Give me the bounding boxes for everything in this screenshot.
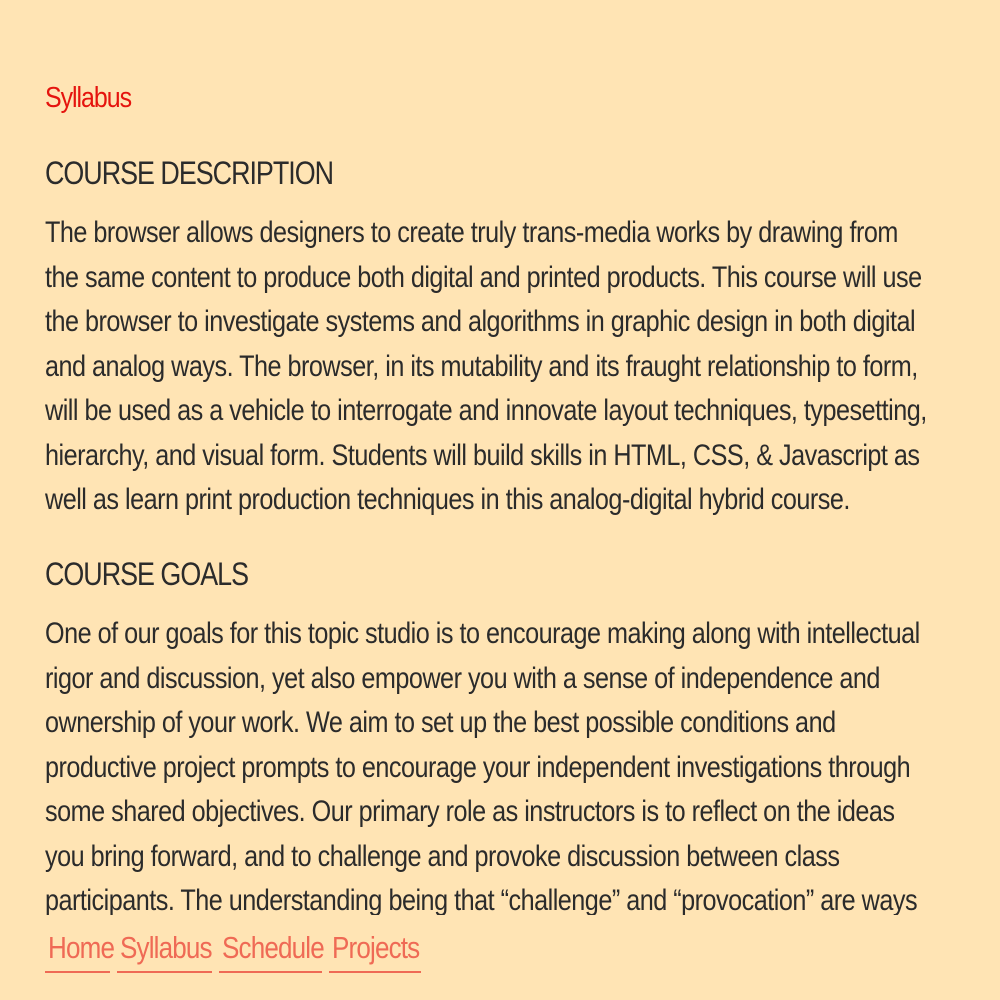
- text-line: you bring forward, and to challenge and provoke discussion between class: [45, 839, 840, 873]
- text-line: ownership of your work. We aim to set up the best possible conditions and: [45, 706, 836, 739]
- course-goals-heading: COURSE GOALS: [45, 556, 249, 592]
- nav-link-label: Projects: [332, 930, 420, 965]
- text-line: and analog ways. The browser, in its mutability and its fraught relationship to form,: [45, 349, 918, 383]
- nav-link-projects[interactable]: [329, 926, 421, 973]
- course-description-heading: COURSE DESCRIPTION: [45, 155, 334, 191]
- course-goals-text: [45, 612, 969, 915]
- text-line: will be used as a vehicle to interrogate and innovate layout techniques, typesetting,: [45, 394, 927, 427]
- text-line: the browser to investigate systems and algorithms in graphic design in both digital: [45, 305, 916, 338]
- nav-link-label: Home: [48, 930, 115, 965]
- text-line: the same content to produce both digital and printed products. This course will use: [45, 260, 922, 294]
- nav-link-schedule[interactable]: [219, 926, 322, 973]
- text-line: well as learn print production techniques in this analog-digital hybrid course.: [45, 483, 850, 516]
- footer-nav: [45, 926, 421, 976]
- text-line: One of our goals for this topic studio is to encourage making along with intellectual: [45, 617, 920, 650]
- nav-link-label: Schedule: [222, 930, 324, 965]
- nav-link-label: Syllabus: [120, 930, 212, 965]
- text-line: hierarchy, and visual form. Students will build skills in HTML, CSS, & Javascript as: [45, 438, 920, 472]
- main-content: [45, 0, 975, 915]
- text-line: productive project prompts to encourage your independent investigations through: [45, 750, 911, 784]
- nav-link-home[interactable]: [45, 926, 115, 973]
- text-line: participants. The understanding being that “challenge” and “provocation” are ways: [45, 884, 918, 915]
- page-title: Syllabus: [45, 82, 132, 114]
- text-line: rigor and discussion, yet also empower you with a sense of independence and: [45, 661, 880, 695]
- text-line: The browser allows designers to create truly trans-media works by drawing from: [45, 216, 898, 249]
- course-description-text: [45, 211, 969, 523]
- text-line: some shared objectives. Our primary role as instructors is to reflect on the ideas: [45, 795, 895, 828]
- nav-link-syllabus[interactable]: [117, 926, 212, 973]
